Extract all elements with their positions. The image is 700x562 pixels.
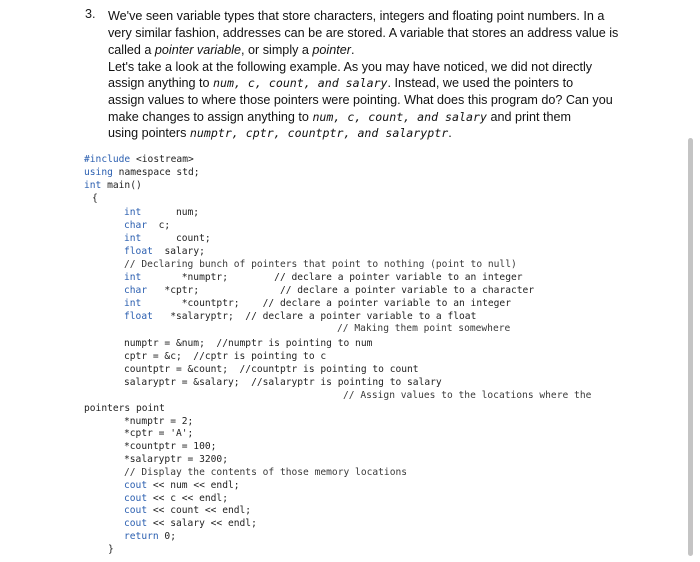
code-line: cptr = &c; //cptr is pointing to c [124, 351, 327, 362]
question-text-segment: . [350, 43, 355, 57]
code-line: *numptr = 2; [124, 416, 194, 427]
inline-code: num, c, count, and salary [312, 110, 487, 124]
code-line: cout << c << endl; [124, 493, 228, 504]
question-text-segment: , or simply a [241, 43, 313, 57]
code-line: *countptr = 100; [124, 441, 217, 452]
code-line: // Declaring bunch of pointers that point to nothing (point to null) [124, 259, 517, 270]
question-text-segment: We've seen variable types that store characters, integers and floating point numbers. In a [108, 9, 605, 23]
code-line: // Making them point somewhere [337, 323, 511, 334]
code-line: float *salaryptr; // declare a pointer variable to a float [124, 311, 477, 322]
question-text-segment: pointer [312, 43, 351, 57]
code-line: int *numptr; // declare a pointer variable to an integer [124, 272, 523, 283]
question-text-segment: pointer variable [154, 43, 242, 57]
question-text-segment: using pointers [108, 126, 190, 140]
code-line: { [92, 193, 98, 204]
code-line: using namespace std; [84, 167, 200, 178]
question-text-segment: very similar fashion, addresses can be are stored. A variable that stores an address value is [108, 26, 619, 40]
question-text-segment: assign values to where those pointers were pointing. What does this program do? Can you [108, 93, 613, 107]
question-text-segment: assign anything to [108, 76, 214, 90]
code-line: // Assign values to the locations where the [343, 390, 592, 401]
code-line: cout << num << endl; [124, 480, 240, 491]
code-line: int main() [84, 180, 142, 191]
question-text-segment: Let's take a look at the following example. As you may have noticed, we did not directly [108, 60, 593, 74]
code-line: salaryptr = &salary; //salaryptr is pointing to salary [124, 377, 442, 388]
code-line: // Display the contents of those memory locations [124, 467, 408, 478]
code-line: *salaryptr = 3200; [124, 454, 228, 465]
question-text-segment: make changes to assign anything to [108, 110, 313, 124]
code-line: pointers point [84, 403, 165, 414]
code-line: int count; [124, 233, 211, 244]
code-line: char *cptr; // declare a pointer variable to a character [124, 285, 535, 296]
code-line: cout << salary << endl; [124, 518, 257, 529]
code-line: int *countptr; // declare a pointer variable to an integer [124, 298, 511, 309]
code-line: } [108, 544, 114, 555]
code-line: numptr = &num; //numptr is pointing to num [124, 338, 373, 349]
code-line: *cptr = 'A'; [124, 428, 194, 439]
code-line: cout << count << endl; [124, 505, 252, 516]
vertical-scrollbar[interactable] [688, 138, 693, 556]
inline-code: num, c, count, and salary [213, 76, 388, 90]
question-text-segment: . [448, 126, 452, 140]
code-line: int num; [124, 207, 200, 218]
question-text-segment: . Instead, we used the pointers to [387, 76, 574, 90]
question-text-segment: called a [108, 43, 155, 57]
question-text-segment: and print them [486, 110, 571, 124]
inline-code: numptr, cptr, countptr, and salaryptr [189, 126, 449, 140]
code-line: return 0; [124, 531, 176, 542]
code-line: #include <iostream> [84, 154, 194, 165]
code-line: char c; [124, 220, 171, 231]
question-number: 3. [85, 7, 96, 21]
code-line: countptr = &count; //countptr is pointing to count [124, 364, 419, 375]
code-line: float salary; [124, 246, 205, 257]
